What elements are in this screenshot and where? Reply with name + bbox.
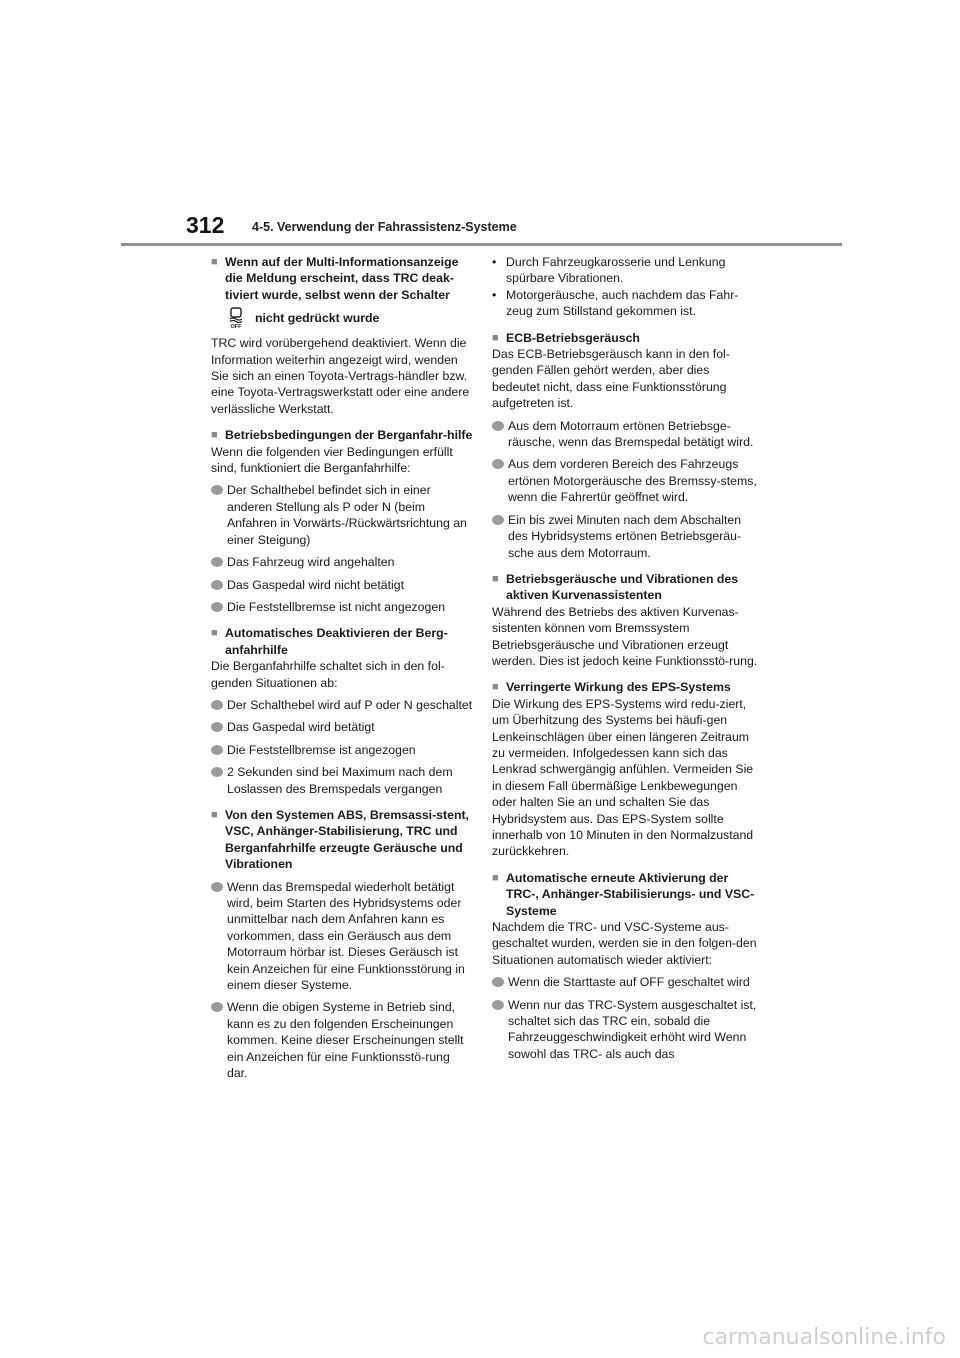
list-item (492, 456, 760, 505)
list-item-text: Wenn die obigen Systeme in Betrieb sind, kann es zu den folgenden Erscheinungen kommen. Keine dieser Erscheinungen stellt ein Anzeichen für eine Funktionsstö-rung dar. (227, 1000, 464, 1081)
trc-off-icon-label: OFF (230, 324, 242, 330)
square-bullet-icon: ■ (492, 572, 499, 585)
heading-text: Von den Systemen ABS, Bremsassi-stent, VSC, Anhänger-Stabilisierung, TRC und Berganfahrhilfe erzeugte Geräusche und Vibrationen (225, 807, 469, 872)
heading-cornering-assist (492, 571, 760, 604)
circle-bullet-icon (492, 515, 504, 525)
circle-bullet-icon (211, 722, 223, 732)
paragraph: Wenn die folgenden vier Bedingungen erfüllt sind, funktioniert die Berganfahrhilfe: (211, 444, 453, 476)
paragraph: Während des Betriebs des aktiven Kurvenas-sistenten können vom Bremssystem Betriebsgeräusche und Vibrationen erzeugt werden. Dies ist jedoch keine Funktionsstö-rung. (492, 604, 758, 668)
list-item-text: Wenn die Starttaste auf OFF geschaltet wird (508, 975, 750, 990)
circle-bullet-icon (211, 1002, 223, 1012)
circle-bullet-icon (211, 745, 223, 755)
list-item (492, 974, 760, 990)
list-item (211, 719, 473, 735)
paragraph: Das ECB-Betriebsgeräusch kann in den fol-genden Fällen gehört werden, aber dies bedeutet nicht, dass eine Funktionsstörung aufgetreten ist. (492, 347, 730, 411)
list-item-text: Wenn nur das TRC-System ausgeschaltet ist, schaltet sich das TRC ein, sobald die Fahrzeuggeschwindigkeit erhöht wird Wenn sowohl das TRC- als auch das (508, 997, 757, 1061)
list-item-text: Das Fahrzeug wird angehalten (227, 555, 395, 570)
list-item-text: Der Schalthebel wird auf P oder N geschaltet (227, 697, 473, 712)
list-item-text: Aus dem vorderen Bereich des Fahrzeugs ertönen Motorgeräusche des Bremssy-stems, wenn die Fahrertür geöffnet wird. (508, 457, 757, 505)
circle-bullet-icon (211, 580, 223, 590)
paragraph: Die Berganfahrhilfe schaltet sich in den fol-genden Situationen ab: (211, 659, 445, 690)
watermark: carmanualsonline.info (702, 1325, 946, 1350)
trc-off-text: nicht gedrückt wurde (255, 311, 380, 326)
heading-auto-reactivation (492, 870, 760, 919)
list-item (211, 482, 473, 548)
list-item (211, 999, 473, 1081)
list-item-text: Ein bis zwei Minuten nach dem Abschalten des Hybridsystems ertönen Betriebsgeräu-sche aus dem Motorraum. (508, 512, 742, 560)
heading-system-noises (211, 807, 473, 873)
circle-bullet-icon (211, 767, 223, 777)
circle-bullet-icon (492, 977, 504, 987)
list-item-text: Die Feststellbremse ist nicht angezogen (227, 599, 446, 614)
list-item (211, 599, 473, 615)
list-item-text: Durch Fahrzeugkarosserie und Lenkung spürbare Vibrationen. (506, 255, 726, 286)
list-item (211, 764, 473, 797)
list-item-text: 2 Sekunden sind bei Maximum nach dem Loslassen des Bremspedals vergangen (227, 765, 453, 796)
right-column (492, 254, 760, 1062)
square-bullet-icon: ■ (211, 429, 218, 442)
square-bullet-icon: ■ (492, 331, 499, 344)
circle-bullet-icon (211, 700, 223, 710)
heading-trc-message (211, 254, 473, 303)
circle-bullet-icon (211, 557, 223, 567)
list-item (492, 512, 760, 561)
list-item (211, 554, 473, 570)
list-item-text: Aus dem Motorraum ertönen Betriebsge-räusche, wenn das Bremspedal betätigt wird. (508, 418, 754, 450)
page-number: 312 (186, 212, 225, 238)
list-item-text: Der Schalthebel befindet sich in einer anderen Stellung als P oder N (beim Anfahren in Vorwärts-/Rückwärtsrichtung an einer Steigung) (227, 483, 467, 547)
heading-eps-reduced (492, 679, 760, 695)
list-item (211, 742, 473, 758)
list-item-text: Motorgeräusche, auch nachdem das Fahr-zeug zum Stillstand gekommen ist. (506, 287, 739, 319)
square-bullet-icon: ■ (211, 256, 218, 268)
heading-text: Wenn auf der Multi-Informationsanzeige die Meldung erscheint, dass TRC deak-tiviert wurde, selbst wenn der Schalter (225, 255, 459, 302)
circle-bullet-icon (211, 882, 223, 892)
heading-hill-start-conditions (211, 427, 473, 443)
paragraph: Nachdem die TRC- und VSC-Systeme aus-geschaltet wurden, werden sie in den folgen-den Situationen automatisch wieder aktiviert: (492, 920, 757, 967)
header-divider (121, 243, 842, 246)
section-title: 4-5. Verwendung der Fahrassistenz-Systeme (252, 220, 517, 234)
circle-bullet-icon (211, 602, 223, 612)
dash-list-item (492, 287, 760, 320)
heading-ecb-noise (492, 330, 760, 346)
heading-hill-start-deactivation (211, 625, 473, 658)
circle-bullet-icon (492, 1000, 504, 1010)
heading-text: Betriebsbedingungen der Berganfahr-hilfe (225, 428, 473, 443)
dash-list-item (492, 254, 760, 287)
paragraph: Die Wirkung des EPS-Systems wird redu-ziert, um Überhitzung des Systems bei häufi-gen Lenkeinschlägen über einen längeren Zeitraum zu vermeiden. Infolgedessen kann sich das Lenkrad schwergängig anfühlen. Vermeiden Sie in diesem Fall übermäßige Lenkbewegungen oder halten Sie an und schalten Sie das Hybridsystem aus. Das EPS-System sollte innerhalb von 10 Minuten in den Normalzustand zurückkehren. (492, 696, 754, 859)
list-item-text: Wenn das Bremspedal wiederholt betätigt wird, beim Starten des Hybridsystems oder unmittelbar nach dem Anfahren kann es vorkommen, dass ein Geräusch aus dem Motorraum hörbar ist. Dieses Geräusch ist kein Anzeichen für eine Funktionsstörung in einem dieser Systeme. (227, 879, 465, 993)
list-item-text: Die Feststellbremse ist angezogen (227, 742, 416, 757)
square-bullet-icon: ■ (211, 627, 218, 640)
square-bullet-icon: ■ (492, 871, 499, 884)
paragraph: TRC wird vorübergehend deaktiviert. Wenn die Information weiterhin angezeigt wird, wenden Sie sich an einen Toyota-Vertrags-händler bzw. eine Toyota-Vertragswerkstatt oder eine andere verlässliche Werkstatt. (211, 336, 470, 416)
circle-bullet-icon (492, 459, 504, 469)
dash-bullet-icon: • (492, 287, 497, 302)
left-column (211, 254, 473, 1081)
list-item (492, 997, 760, 1063)
heading-text: Automatische erneute Aktivierung der TRC-, Anhänger-Stabilisierungs- und VSC-Systeme (506, 870, 755, 918)
circle-bullet-icon (492, 421, 504, 431)
square-bullet-icon: ■ (492, 681, 499, 694)
heading-text: Betriebsgeräusche und Vibrationen des aktiven Kurvenassistenten (506, 571, 739, 603)
heading-text: Automatisches Deaktivieren der Berg-anfahrhilfe (225, 626, 448, 657)
list-item-text: Das Gaspedal wird betätigt (227, 720, 375, 735)
trc-off-icon (225, 307, 247, 329)
trc-off-line (211, 307, 473, 329)
list-item (211, 879, 473, 994)
list-item (211, 697, 473, 713)
circle-bullet-icon (211, 485, 223, 495)
list-item (211, 577, 473, 593)
list-item (492, 418, 760, 451)
dash-bullet-icon: • (492, 255, 497, 269)
square-bullet-icon: ■ (211, 808, 218, 821)
heading-text: ECB-Betriebsgeräusch (506, 330, 640, 345)
list-item-text: Das Gaspedal wird nicht betätigt (227, 577, 405, 592)
heading-text: Verringerte Wirkung des EPS-Systems (506, 680, 731, 695)
